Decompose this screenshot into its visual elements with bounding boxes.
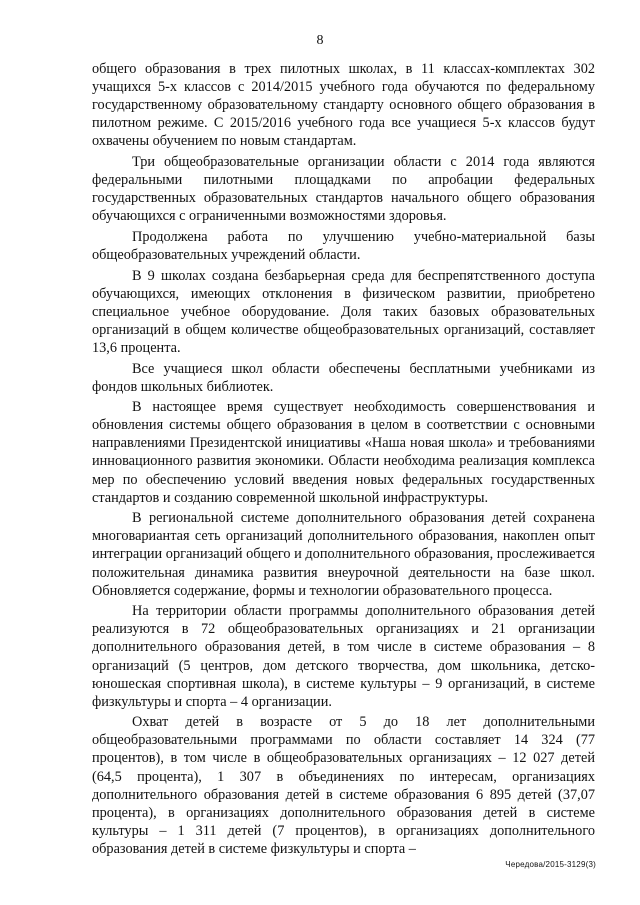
paragraph-textbooks: Все учащиеся школ области обеспечены бесплатными учебниками из фондов школьных библиотек. [92,360,595,395]
paragraph-modernization: В настоящее время существует необходимость совершенствования и обновления системы общего образования в целом в соответствии с основными направлениями Президентской инициативы «Наша новая школа» и требованиями инновационного развития экономики. Области необходима реализация комплекса мер по обеспечению условий введения новых федеральных государственных стандартов и созданию современной школьной инфраструктуры. [92,399,595,506]
paragraph-coverage: Охват детей в возрасте от 5 до 18 лет дополнительными общеобразовательными программами по области составляет 14 324 (77 процентов), в том числе в общеобразовательных организациях – 12 027 детей (64,5 процента), 1 307 в объединениях по интересам, организациях дополнительного образования детей в системе образования 6 895 детей (37,07 процента), в организациях дополнительного образования детей в системе культуры – 1 311 детей (7 процентов), в организациях дополнительного образования детей в системе физкультуры и спорта – [92,714,595,857]
paragraph-barrier-free: В 9 школах создана безбарьерная среда для беспрепятственного доступа обучающихся, имеющих отклонения в физическом развитии, приобретено специальное учебное оборудование. Доля таких базовых образовательных организаций в общем количестве общеобразовательных организаций, составляет 13,6 процента. [92,267,595,356]
document-body [92,60,595,861]
document-code: Чередова/2015-3129(3) [505,860,596,869]
paragraph-additional-education: В региональной системе дополнительного образования детей сохранена многовариантая сеть организаций дополнительного образования, накоплен опыт интеграции организаций общего и дополнительного образования, прослеживается положительная динамика развития внеурочной деятельности на базе школ. Обновляется содержание, формы и технологии образовательного процесса. [92,510,595,599]
paragraph-programs: На территории области программы дополнительного образования детей реализуются в 72 общеобразовательных организациях и 21 организации дополнительного образования детей, в том числе в системе образования – 8 организаций (5 центров, дом детского творчества, дом школьника, детско-юношеская спортивная школа), в системе культуры – 9 организаций, в системе физкультуры и спорта – 4 организации. [92,603,595,710]
page-number: 8 [316,33,324,48]
paragraph-pilot-sites: Три общеобразовательные организации области с 2014 года являются федеральными пилотными площадками по апробации федеральных государственных образовательных стандартов начального общего образования обучающихся с ограниченными возможностями здоровья. [92,153,595,225]
paragraph-continuation: общего образования в трех пилотных школах, в 11 классах-комплектах 302 учащихся 5-х классов с 2014/2015 учебного года обучаются по федеральному государственному образовательному стандарту основного общего образования в пилотном режиме. С 2015/2016 учебного года все учащиеся 5-х классов будут охвачены обучением по новым стандартам. [92,61,595,150]
paragraph-material-base: Продолжена работа по улучшению учебно-материальной базы общеобразовательных учреждений области. [92,228,595,263]
